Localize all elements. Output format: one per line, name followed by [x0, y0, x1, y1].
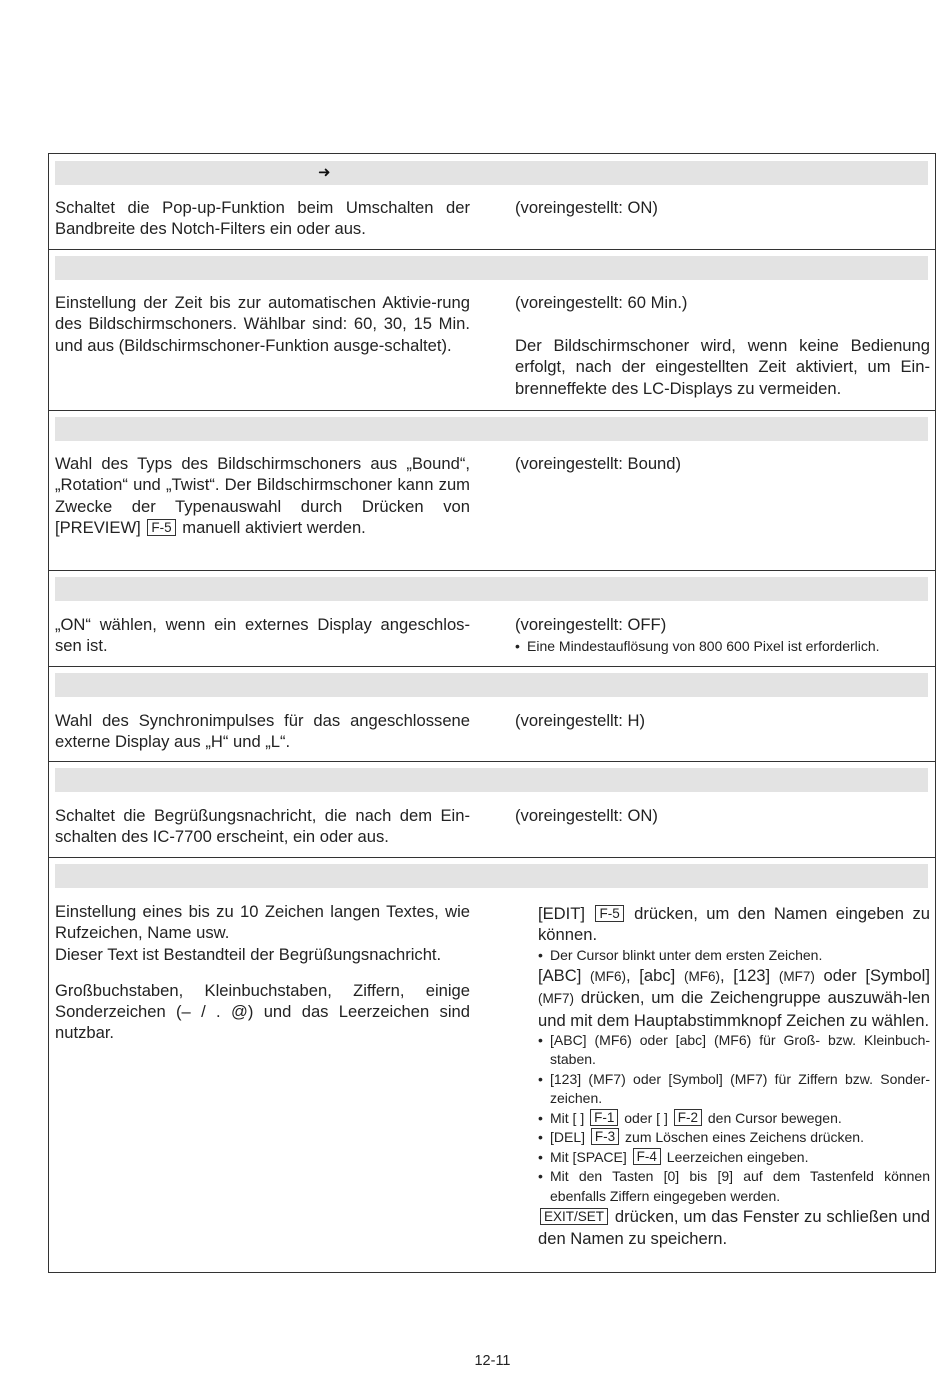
section-6-default: (voreingestellt: ON): [515, 806, 658, 825]
key-f1: F-1: [590, 1109, 618, 1126]
section-header-bar: [55, 417, 928, 441]
divider: [49, 761, 935, 762]
bullet-delete: • [DEL] F-3 zum Löschen eines Zeichens drücken.: [538, 1129, 864, 1146]
section-5-description: Wahl des Synchronimpulses für das angeschlossene externe Display aus „H“ und „L“.: [55, 711, 470, 752]
section-2-description: Einstellung der Zeit bis zur automatischen Aktivie-rung des Bildschirmschoners. Wählbar sind: 60, 30, 15 Min. und aus (Bildschirmschoner-Funktion ausge-schaltet).: [55, 293, 470, 355]
settings-table: [48, 153, 936, 1273]
key-f5: F-5: [147, 519, 175, 536]
section-header-bar: [55, 673, 928, 697]
divider: [49, 410, 935, 411]
key-f5: F-5: [595, 905, 623, 922]
section-4-bullet: • Eine Mindestauflösung von 800 600 Pixel ist erforderlich.: [515, 638, 880, 654]
section-4-description: „ON“ wählen, wenn ein externes Display angeschlos-sen ist.: [55, 615, 470, 656]
divider: [49, 857, 935, 858]
section-1-description: Schaltet die Pop-up-Funktion beim Umschalten der Bandbreite des Notch-Filters ein oder aus.: [55, 198, 470, 239]
divider: [49, 249, 935, 250]
section-3-default: (voreingestellt: Bound): [515, 454, 682, 473]
section-header-bar: [55, 256, 928, 280]
step-edit: [EDIT] F-5 drücken, um den Namen eingeben zu können.: [538, 904, 930, 945]
bullet-upper-lower: • [ABC] (MF6) oder [abc] (MF6) für Groß- bzw. Kleinbuch-staben.: [538, 1031, 931, 1068]
section-2-note: Der Bildschirmschoner wird, wenn keine Bedienung erfolgt, nach der eingestellten Zeit aktiviert, um Ein-brenneffekte des LC-Displays zu vermeiden.: [515, 336, 930, 398]
section-7-instructions: [538, 903, 930, 1249]
section-4-default: (voreingestellt: OFF): [515, 615, 667, 634]
bullet-digits: • [123] (MF7) oder [Symbol] (MF7) für Ziffern bzw. Sonder-zeichen.: [538, 1070, 931, 1107]
bullet-cursor: • Der Cursor blinkt unter dem ersten Zeichen.: [538, 946, 823, 963]
arrow-right-icon: ➜: [318, 164, 331, 181]
section-2-default: (voreingestellt: 60 Min.): [515, 293, 688, 312]
step-save: EXIT/SET drücken, um das Fenster zu schließen und den Namen zu speichern.: [538, 1207, 930, 1248]
divider: [49, 570, 935, 571]
page-number: 12-11: [474, 1353, 511, 1369]
key-f2: F-2: [674, 1109, 702, 1126]
step-charset: [ABC] (MF6), [abc] (MF6), [123] (MF7) oder [Symbol] (MF7) drücken, um die Zeichengruppe auszuwäh-len und mit dem Hauptabstimmknopf Zeichen zu wählen.: [538, 966, 930, 1030]
section-header-bar: [55, 161, 928, 185]
section-header-bar: [55, 577, 928, 601]
bullet-cursor-move: • Mit [ ] F-1 oder [ ] F-2 den Cursor bewegen.: [538, 1109, 842, 1126]
bullet-space: • Mit [SPACE] F-4 Leerzeichen eingeben.: [538, 1148, 809, 1165]
key-exit-set: EXIT/SET: [540, 1208, 608, 1225]
key-f3: F-3: [591, 1128, 619, 1145]
section-header-bar: [55, 864, 928, 888]
section-3-description: Wahl des Typs des Bildschirmschoners aus „Bound“, „Rotation“ und „Twist“. Der Bildschirmschoner kann zum Zwecke der Typenauswahl durch Drücken von [PREVIEW] F-5 manuell aktiviert werden.: [55, 454, 470, 537]
key-f4: F-4: [633, 1148, 661, 1165]
divider: [49, 666, 935, 667]
section-5-default: (voreingestellt: H): [515, 711, 646, 730]
section-7-description: Einstellung eines bis zu 10 Zeichen langen Textes, wie Rufzeichen, Name usw. Dieser Text ist Bestandteil der Begrüßungsnachricht. Großbuchstaben, Kleinbuchstaben, Ziffern, einige Sonderzeichen (– / . @) und das Leerzeichen sind nutzbar.: [55, 902, 470, 1043]
section-header-bar: [55, 768, 928, 792]
bullet-keypad: • Mit den Tasten [0] bis [9] auf dem Tastenfeld können ebenfalls Ziffern eingegeben werden.: [538, 1168, 930, 1204]
section-6-description: Schaltet die Begrüßungsnachricht, die nach dem Ein-schalten des IC-7700 erscheint, ein oder aus.: [55, 806, 470, 847]
section-1-default: (voreingestellt: ON): [515, 198, 658, 217]
